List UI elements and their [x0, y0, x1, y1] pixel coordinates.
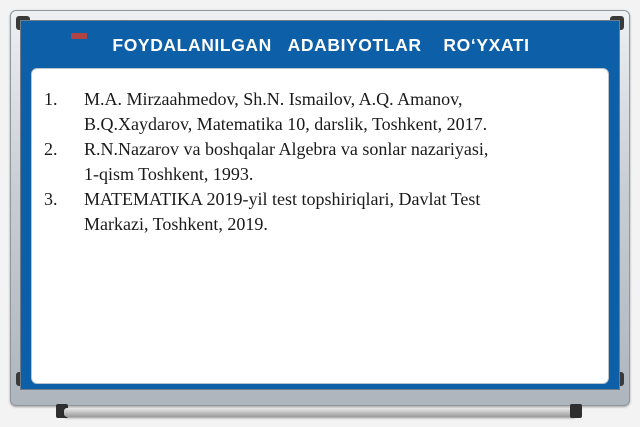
reference-line: M.A. Mirzaahmedov, Sh.N. Ismailov, A.Q. Amanov,	[84, 89, 463, 109]
reference-line: R.N.Nazarov va boshqalar Algebra va sonlar nazariyasi,	[84, 139, 489, 159]
reference-number: 3.	[44, 189, 58, 209]
content-card	[31, 68, 609, 384]
reference-item	[44, 187, 604, 237]
reference-number: 1.	[44, 89, 58, 109]
reference-number: 2.	[44, 139, 58, 159]
page-title: FOYDALANILGAN ADABIYOTLAR RO‘YXATI	[112, 35, 530, 55]
reference-line: 1-qism Toshkent, 1993.	[84, 164, 254, 184]
reference-list	[44, 87, 604, 237]
tray-end-cap	[570, 404, 582, 418]
reference-item	[44, 137, 604, 187]
reference-line: B.Q.Xaydarov, Matematika 10, darslik, Toshkent, 2017.	[84, 114, 488, 134]
reference-item	[44, 87, 604, 137]
board-panel	[20, 20, 620, 390]
reference-line: Markazi, Toshkent, 2019.	[84, 214, 268, 234]
reference-line: MATEMATIKA 2019-yil test topshiriqlari, Davlat Test	[84, 189, 481, 209]
marker-tray	[64, 408, 576, 417]
